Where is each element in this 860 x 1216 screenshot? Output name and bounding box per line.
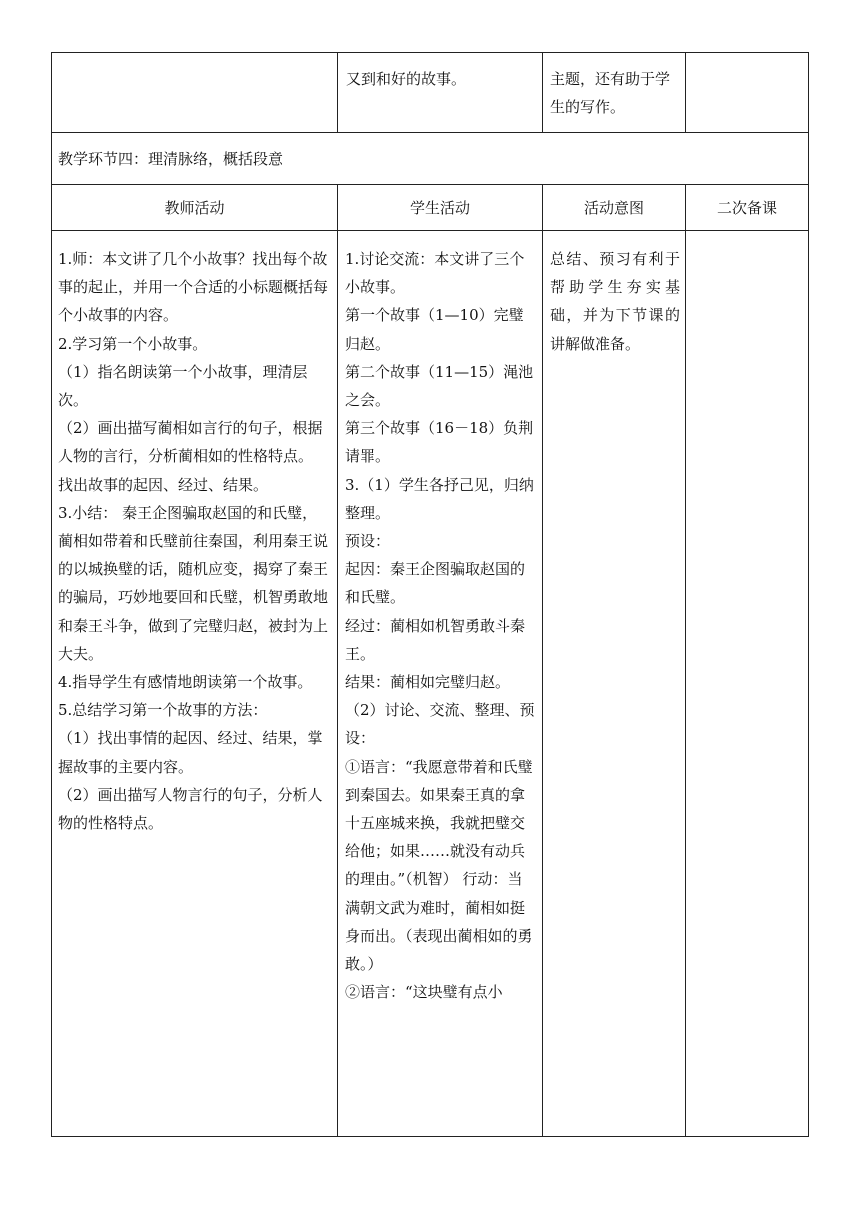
top-intent-cell bbox=[550, 65, 678, 121]
teacher-paragraph: （1）找出事情的起因、经过、结果，掌握故事的主要内容。 bbox=[58, 729, 323, 776]
student-paragraph: 第一个故事（1—10）完璧归赵。 bbox=[345, 306, 524, 353]
section-title: 教学环节四：理清脉络，概括段意 bbox=[58, 150, 284, 168]
row-divider-header bbox=[51, 184, 809, 185]
teacher-paragraph: 5.总结学习第一个故事的方法： bbox=[58, 701, 268, 720]
student-paragraph: ①语言：“我愿意带着和氏璧到秦国去。如果秦王真的拿十五座城来换，我就把璧交给他；如果……就没有动兵的理由。”（机智） 行动：当满朝文武为难时，蔺相如挺身而出。（表现出蔺相如的勇敢。） bbox=[345, 757, 533, 974]
top-intent-text: 主题，还有助于学生的写作。 bbox=[550, 70, 671, 117]
col-divider-1-top bbox=[337, 52, 338, 132]
table-border-bottom bbox=[51, 1136, 809, 1137]
header-second: 二次备课 bbox=[716, 199, 777, 217]
teacher-paragraph: 4.指导学生有感情地朗读第一个故事。 bbox=[58, 673, 313, 692]
row-divider-section bbox=[51, 132, 809, 133]
col-divider-3 bbox=[685, 184, 686, 1136]
teacher-activity-cell bbox=[58, 245, 331, 837]
teacher-paragraph: 2.学习第一个小故事。 bbox=[58, 334, 208, 353]
col-divider-1 bbox=[337, 184, 338, 1136]
student-paragraph: ②语言：“这块璧有点小 bbox=[345, 983, 503, 1002]
student-activity-cell bbox=[345, 245, 537, 1006]
teacher-paragraph: 3.小结： 秦王企图骗取赵国的和氏璧，蔺相如带着和氏璧前往秦国，利用秦王说的以城换璧的话，随机应变，揭穿了秦王的骗局，巧妙地要回和氏璧，机智勇敢地和秦王斗争，做到了完璧归赵，被封为上大夫。 bbox=[58, 503, 329, 663]
student-paragraph: 1.讨论交流：本文讲了三个小故事。 bbox=[345, 250, 525, 297]
teacher-paragraph: （2）画出描写人物言行的句子，分析人物的性格特点。 bbox=[58, 785, 323, 833]
table-border-top bbox=[51, 52, 809, 53]
teacher-paragraph: 1.师：本文讲了几个小故事？找出每个故事的起止，并用一个合适的小标题概括每个小故事的内容。 bbox=[58, 250, 329, 325]
student-paragraph: （2）讨论、交流、整理、预设： bbox=[345, 701, 535, 748]
top-student-text: 又到和好的故事。 bbox=[346, 70, 467, 88]
student-paragraph: 第三个故事（16－18）负荆请罪。 bbox=[345, 419, 534, 466]
header-intent: 活动意图 bbox=[583, 199, 644, 217]
header-student: 学生活动 bbox=[409, 199, 470, 217]
student-paragraph: 预设： bbox=[345, 532, 391, 551]
student-paragraph: 第二个故事（11—15）渑池之会。 bbox=[345, 362, 534, 410]
student-paragraph: 3.（1）学生各抒己见，归纳整理。 bbox=[345, 475, 534, 522]
top-student-cell bbox=[346, 65, 536, 93]
row-divider-body bbox=[51, 230, 809, 231]
teacher-paragraph: （2）画出描写蔺相如言行的句子，根据人物的言行，分析蔺相如的性格特点。 找出故事的起因、经过、结果。 bbox=[58, 419, 323, 494]
student-paragraph: 经过：蔺相如机智勇敢斗秦王。 bbox=[345, 616, 526, 663]
table-border-right bbox=[808, 52, 809, 1137]
col-divider-3-top bbox=[685, 52, 686, 132]
col-divider-2 bbox=[542, 184, 543, 1136]
intent-text: 总结、预习有利于帮助学生夯实基础，并为下节课的讲解做准备。 bbox=[550, 250, 680, 353]
student-paragraph: 结果：蔺相如完璧归赵。 bbox=[345, 673, 511, 692]
intent-cell bbox=[550, 245, 680, 358]
header-teacher: 教师活动 bbox=[164, 199, 225, 217]
student-paragraph: 起因：秦王企图骗取赵国的和氏璧。 bbox=[345, 560, 526, 607]
teacher-paragraph: （1）指名朗读第一个小故事，理清层次。 bbox=[58, 362, 308, 410]
col-divider-2-top bbox=[542, 52, 543, 132]
